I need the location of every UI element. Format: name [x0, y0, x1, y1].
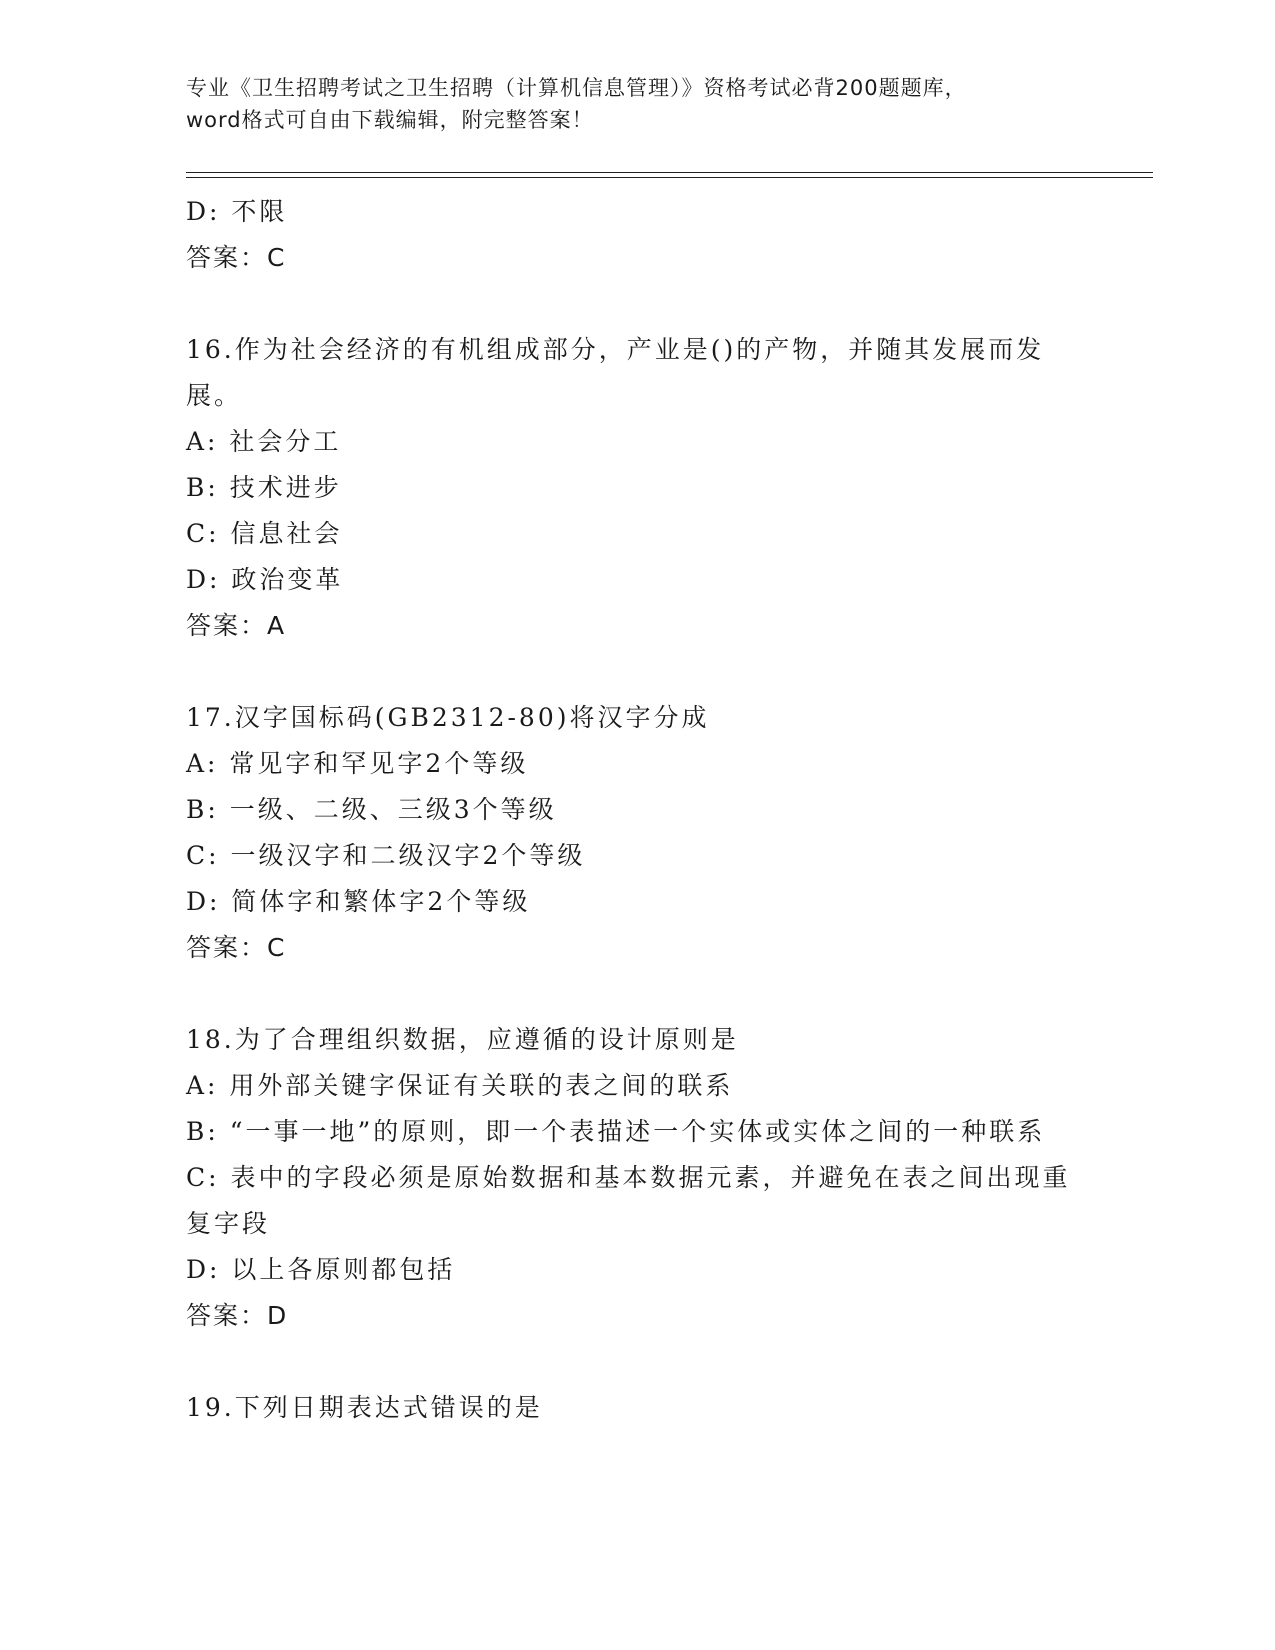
question-19: 19.下列日期表达式错误的是 — [186, 1393, 543, 1422]
prev-option-d: D: 不限 — [186, 197, 288, 226]
question-18: 18.为了合理组织数据，应遵循的设计原则是 — [186, 1025, 739, 1054]
q17-answer: 答案：C — [186, 933, 287, 962]
q16-option-b: B: 技术进步 — [186, 473, 342, 502]
q17-option-a: A: 常见字和罕见字2个等级 — [186, 749, 529, 778]
spacer — [186, 971, 1086, 1017]
spacer — [186, 281, 1086, 327]
spacer — [186, 649, 1086, 695]
header-line-2: word格式可自由下载编辑，附完整答案！ — [186, 108, 594, 132]
header-divider-top — [186, 172, 1153, 173]
document-header — [186, 72, 1086, 136]
q17-option-c: C: 一级汉字和二级汉字2个等级 — [186, 841, 586, 870]
q17-option-d: D: 简体字和繁体字2个等级 — [186, 887, 531, 916]
prev-answer: 答案：C — [186, 243, 287, 272]
q18-option-a: A: 用外部关键字保证有关联的表之间的联系 — [186, 1071, 734, 1100]
q18-option-b: B: “一事一地”的原则，即一个表描述一个实体或实体之间的一种联系 — [186, 1117, 1046, 1146]
question-17: 17.汉字国标码(GB2312-80)将汉字分成 — [186, 703, 710, 732]
q18-option-c: C: 表中的字段必须是原始数据和基本数据元素，并避免在表之间出现重复字段 — [186, 1163, 1071, 1238]
question-list — [186, 189, 1086, 1431]
q16-answer: 答案：A — [186, 611, 287, 640]
spacer — [186, 1339, 1086, 1385]
header-divider-bottom — [186, 177, 1153, 178]
q18-answer: 答案：D — [186, 1301, 289, 1330]
question-16: 16.作为社会经济的有机组成部分，产业是()的产物，并随其发展而发展。 — [186, 335, 1045, 410]
q16-option-d: D: 政治变革 — [186, 565, 344, 594]
q17-option-b: B: 一级、二级、三级3个等级 — [186, 795, 557, 824]
header-line-1: 专业《卫生招聘考试之卫生招聘（计算机信息管理）》资格考试必背200题题库， — [186, 76, 967, 100]
q16-option-c: C: 信息社会 — [186, 519, 343, 548]
q16-option-a: A: 社会分工 — [186, 427, 342, 456]
q18-option-d: D: 以上各原则都包括 — [186, 1255, 456, 1284]
